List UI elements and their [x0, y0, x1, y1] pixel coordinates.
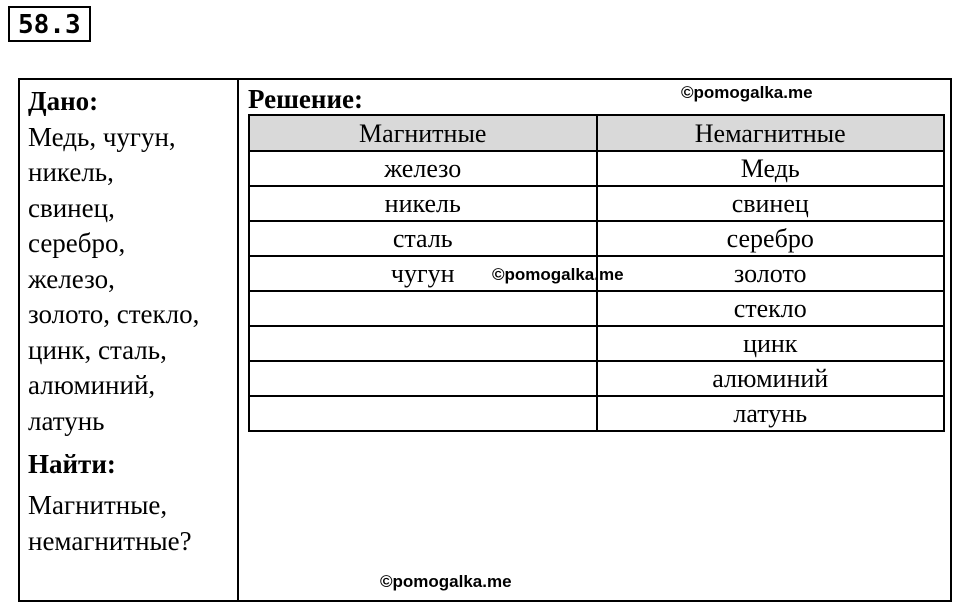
- given-line: железо,: [28, 263, 115, 294]
- header-nonmagnetic: Немагнитные: [597, 115, 945, 151]
- given-line: золото, стекло,: [28, 299, 200, 329]
- cell-nonmagnetic: латунь: [597, 396, 945, 431]
- find-line: немагнитные?: [28, 525, 192, 556]
- given-title: Дано:: [28, 86, 99, 116]
- given-line: серебро,: [28, 228, 126, 258]
- column-divider: [237, 78, 239, 602]
- given-line: никель,: [28, 157, 114, 187]
- given-line: свинец,: [28, 192, 115, 223]
- cell-nonmagnetic: алюминий: [597, 361, 945, 396]
- find-text: [28, 487, 233, 559]
- header-magnetic: Магнитные: [249, 115, 597, 151]
- table-row: [249, 291, 944, 326]
- cell-nonmagnetic: цинк: [597, 326, 945, 361]
- cell-nonmagnetic: свинец: [597, 186, 945, 221]
- cell-nonmagnetic: Медь: [597, 151, 945, 186]
- table-row: [249, 396, 944, 431]
- table-row: [249, 186, 944, 221]
- cell-nonmagnetic: серебро: [597, 221, 945, 256]
- cell-magnetic: [249, 291, 597, 326]
- given-line: Медь, чугун,: [28, 121, 176, 152]
- table-header-row: [249, 115, 944, 151]
- table-row: [249, 326, 944, 361]
- find-title: Найти:: [28, 449, 116, 479]
- watermark: ©pomogalka.me: [681, 83, 813, 102]
- table-row: [249, 221, 944, 256]
- table-row: [249, 361, 944, 396]
- find-line: Магнитные,: [28, 489, 168, 520]
- solution-title: Решение:: [248, 84, 363, 114]
- cell-magnetic: железо: [249, 151, 597, 186]
- cell-magnetic: чугун: [249, 256, 597, 291]
- problem-number: 58.3: [8, 6, 91, 42]
- cell-magnetic: сталь: [249, 221, 597, 256]
- cell-nonmagnetic: золото: [597, 256, 945, 291]
- watermark: ©pomogalka.me: [380, 572, 512, 591]
- table-row: [249, 151, 944, 186]
- cell-magnetic: [249, 361, 597, 396]
- given-line: цинк, сталь,: [28, 334, 167, 365]
- cell-nonmagnetic: стекло: [597, 291, 945, 326]
- given-line: алюминий,: [28, 370, 156, 400]
- given-line: латунь: [28, 405, 105, 436]
- cell-magnetic: никель: [249, 186, 597, 221]
- cell-magnetic: [249, 396, 597, 431]
- watermark: ©pomogalka.me: [492, 265, 624, 284]
- given-section: [28, 84, 233, 559]
- cell-magnetic: [249, 326, 597, 361]
